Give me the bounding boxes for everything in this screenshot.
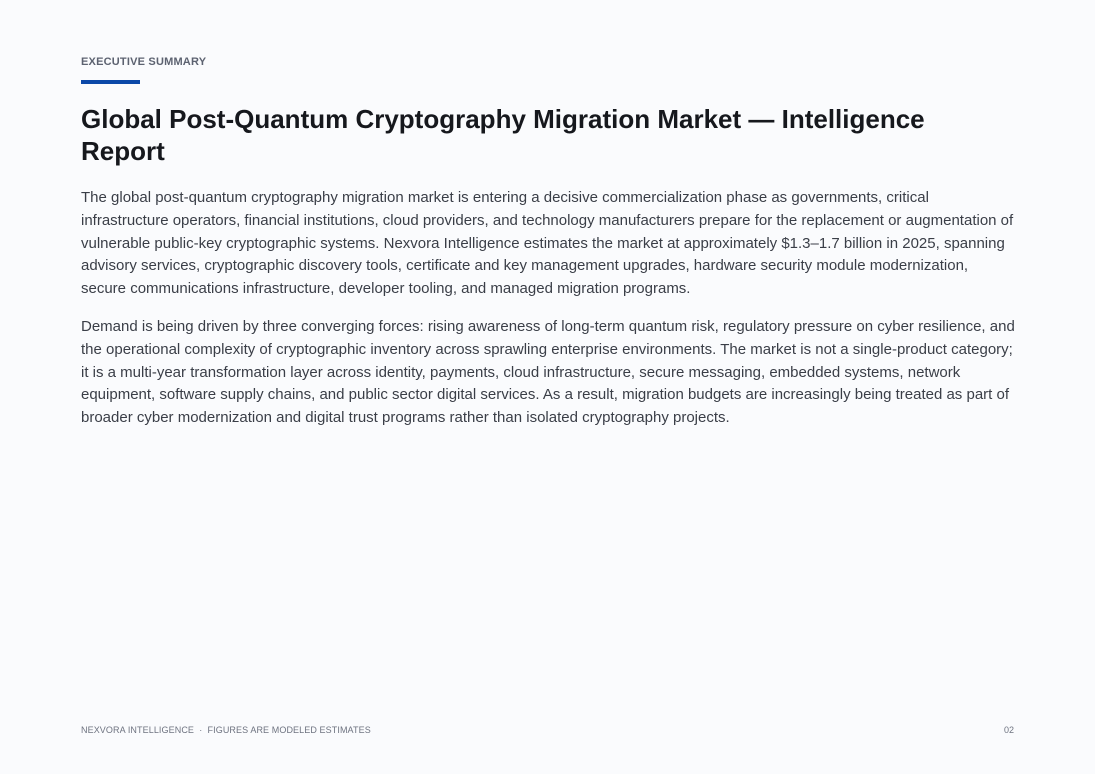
- summary-paragraph-2: Demand is being driven by three converging forces: rising awareness of long-term quantum risk, regulatory pressure on cyber resilience, and the operational complexity of cryptographic inventory across sprawling enterprise environments. The market is not a single-product category; it is a multi-year transformation layer across identity, payments, cloud infrastructure, secure messaging, embedded systems, network equipment, software supply chains, and public sector digital services. As a result, migration budgets are increasingly being treated as part of broader cyber modernization and digital trust programs rather than isolated cryptography projects.: [81, 317, 1015, 427]
- summary-body: [81, 187, 1016, 445]
- footer-source-note: NEXVORA INTELLIGENCE · FIGURES ARE MODELED ESTIMATES: [81, 725, 371, 735]
- section-label: EXECUTIVE SUMMARY: [81, 56, 207, 68]
- accent-bar: [81, 80, 140, 84]
- report-page: [81, 0, 1016, 774]
- page-title: Global Post-Quantum Cryptography Migration Market — Intelligence Report: [81, 104, 925, 166]
- summary-paragraph-1: The global post-quantum cryptography migration market is entering a decisive commercialization phase as governments, critical infrastructure operators, financial institutions, cloud providers, and technology manufacturers prepare for the replacement or augmentation of vulnerable public-key cryptographic systems. Nexvora Intelligence estimates the market at approximately $1.3–1.7 billion in 2025, spanning advisory services, cryptographic discovery tools, certificate and key management upgrades, hardware security module modernization, secure communications infrastructure, developer tooling, and managed migration programs.: [81, 189, 1014, 298]
- page-number: 02: [1003, 725, 1014, 735]
